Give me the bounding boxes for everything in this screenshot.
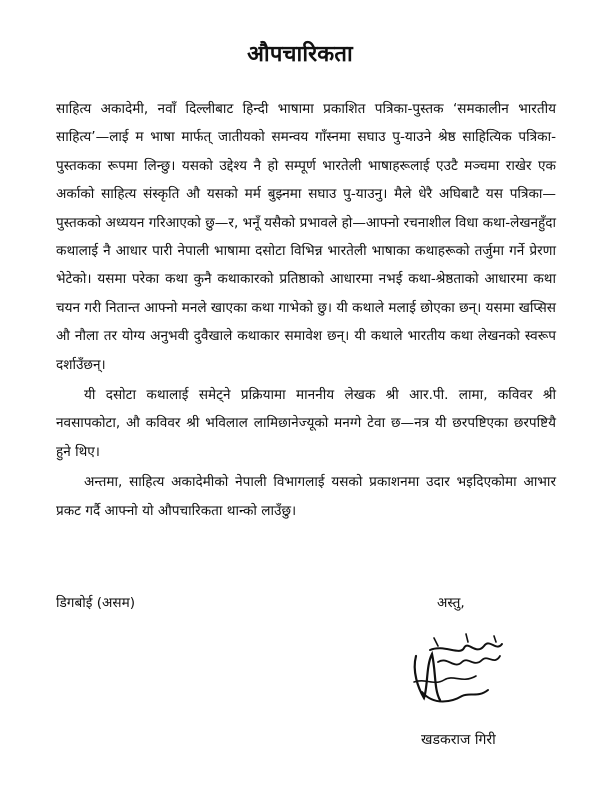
document-body <box>56 95 556 525</box>
author-name: खडकराज गिरी <box>421 732 496 748</box>
paragraph-3: अन्तमा, साहित्य अकादेमीको नेपाली विभागलाई यसको प्रकाशनमा उदार भइदिएकोमा आभार प्रकट गर्दै आफ्नो यो औपचारिकता थान्को लाउँछु। <box>56 474 556 519</box>
page-title: औपचारिकता <box>247 42 353 67</box>
place-line: डिगबोई (असम) <box>56 595 136 611</box>
closing-line: अस्तु, <box>437 595 465 611</box>
handwritten-signature <box>404 626 514 716</box>
paragraph-2: यी दसोटा कथालाई समेट्ने प्रक्रियामा माननीय लेखक श्री आर.पी. लामा, कविवर श्री नवसापकोटा, औ कविवर श्री भविलाल लामिछानेज्यूको मनग्गे टेवा छ—नत्र यी छरपष्टिएका छरपष्टियै हुने थिए। <box>56 387 556 460</box>
paragraph-1: साहित्य अकादेमी, नवाँ दिल्लीबाट हिन्दी भाषामा प्रकाशित पत्रिका-पुस्तक ‘समकालीन भारतीय साहित्य’—लाई म भाषा मार्फत् जातीयको समन्वय गाँस्नमा सघाउ पु-याउने श्रेष्ठ साहित्यिक पत्रिका-पुस्तकका रूपमा लिन्छु। यसको उद्देश्य नै हो सम्पूर्ण भारतेली भाषाहरूलाई एउटै मञ्चमा राखेर एक अर्काको साहित्य संस्कृति औ यसको मर्म बुझ्नमा सघाउ पु-याउनु। मैले धेरै अघिबाटै यस पत्रिका—पुस्तकको अध्ययन गरिआएको छु—र, भनूँ यसैको प्रभावले हो—आफ्नो रचनाशील विधा कथा-लेखनहुँदा कथालाई नै आधार पारी नेपाली भाषामा दसोटा विभिन्न भारतेली भाषाका कथाहरूको तर्जुमा गर्ने प्रेरणा भेटेको। यसमा परेका कथा कुनै कथाकारको प्रतिष्ठाको आधारमा नभई कथा-श्रेष्ठताको आधारमा कथा चयन गरी नितान्त आफ्नो मनले खाएका कथा गाभेको छु। यी कथाले मलाई छोएका छन्। यसमा खप्सिस औ नौला तर योग्य अनुभवी दुवैखाले कथाकार समावेश छन्। यी कथाले भारतीय कथा लेखनको स्वरूप दर्शाउँछन्। <box>56 101 557 373</box>
